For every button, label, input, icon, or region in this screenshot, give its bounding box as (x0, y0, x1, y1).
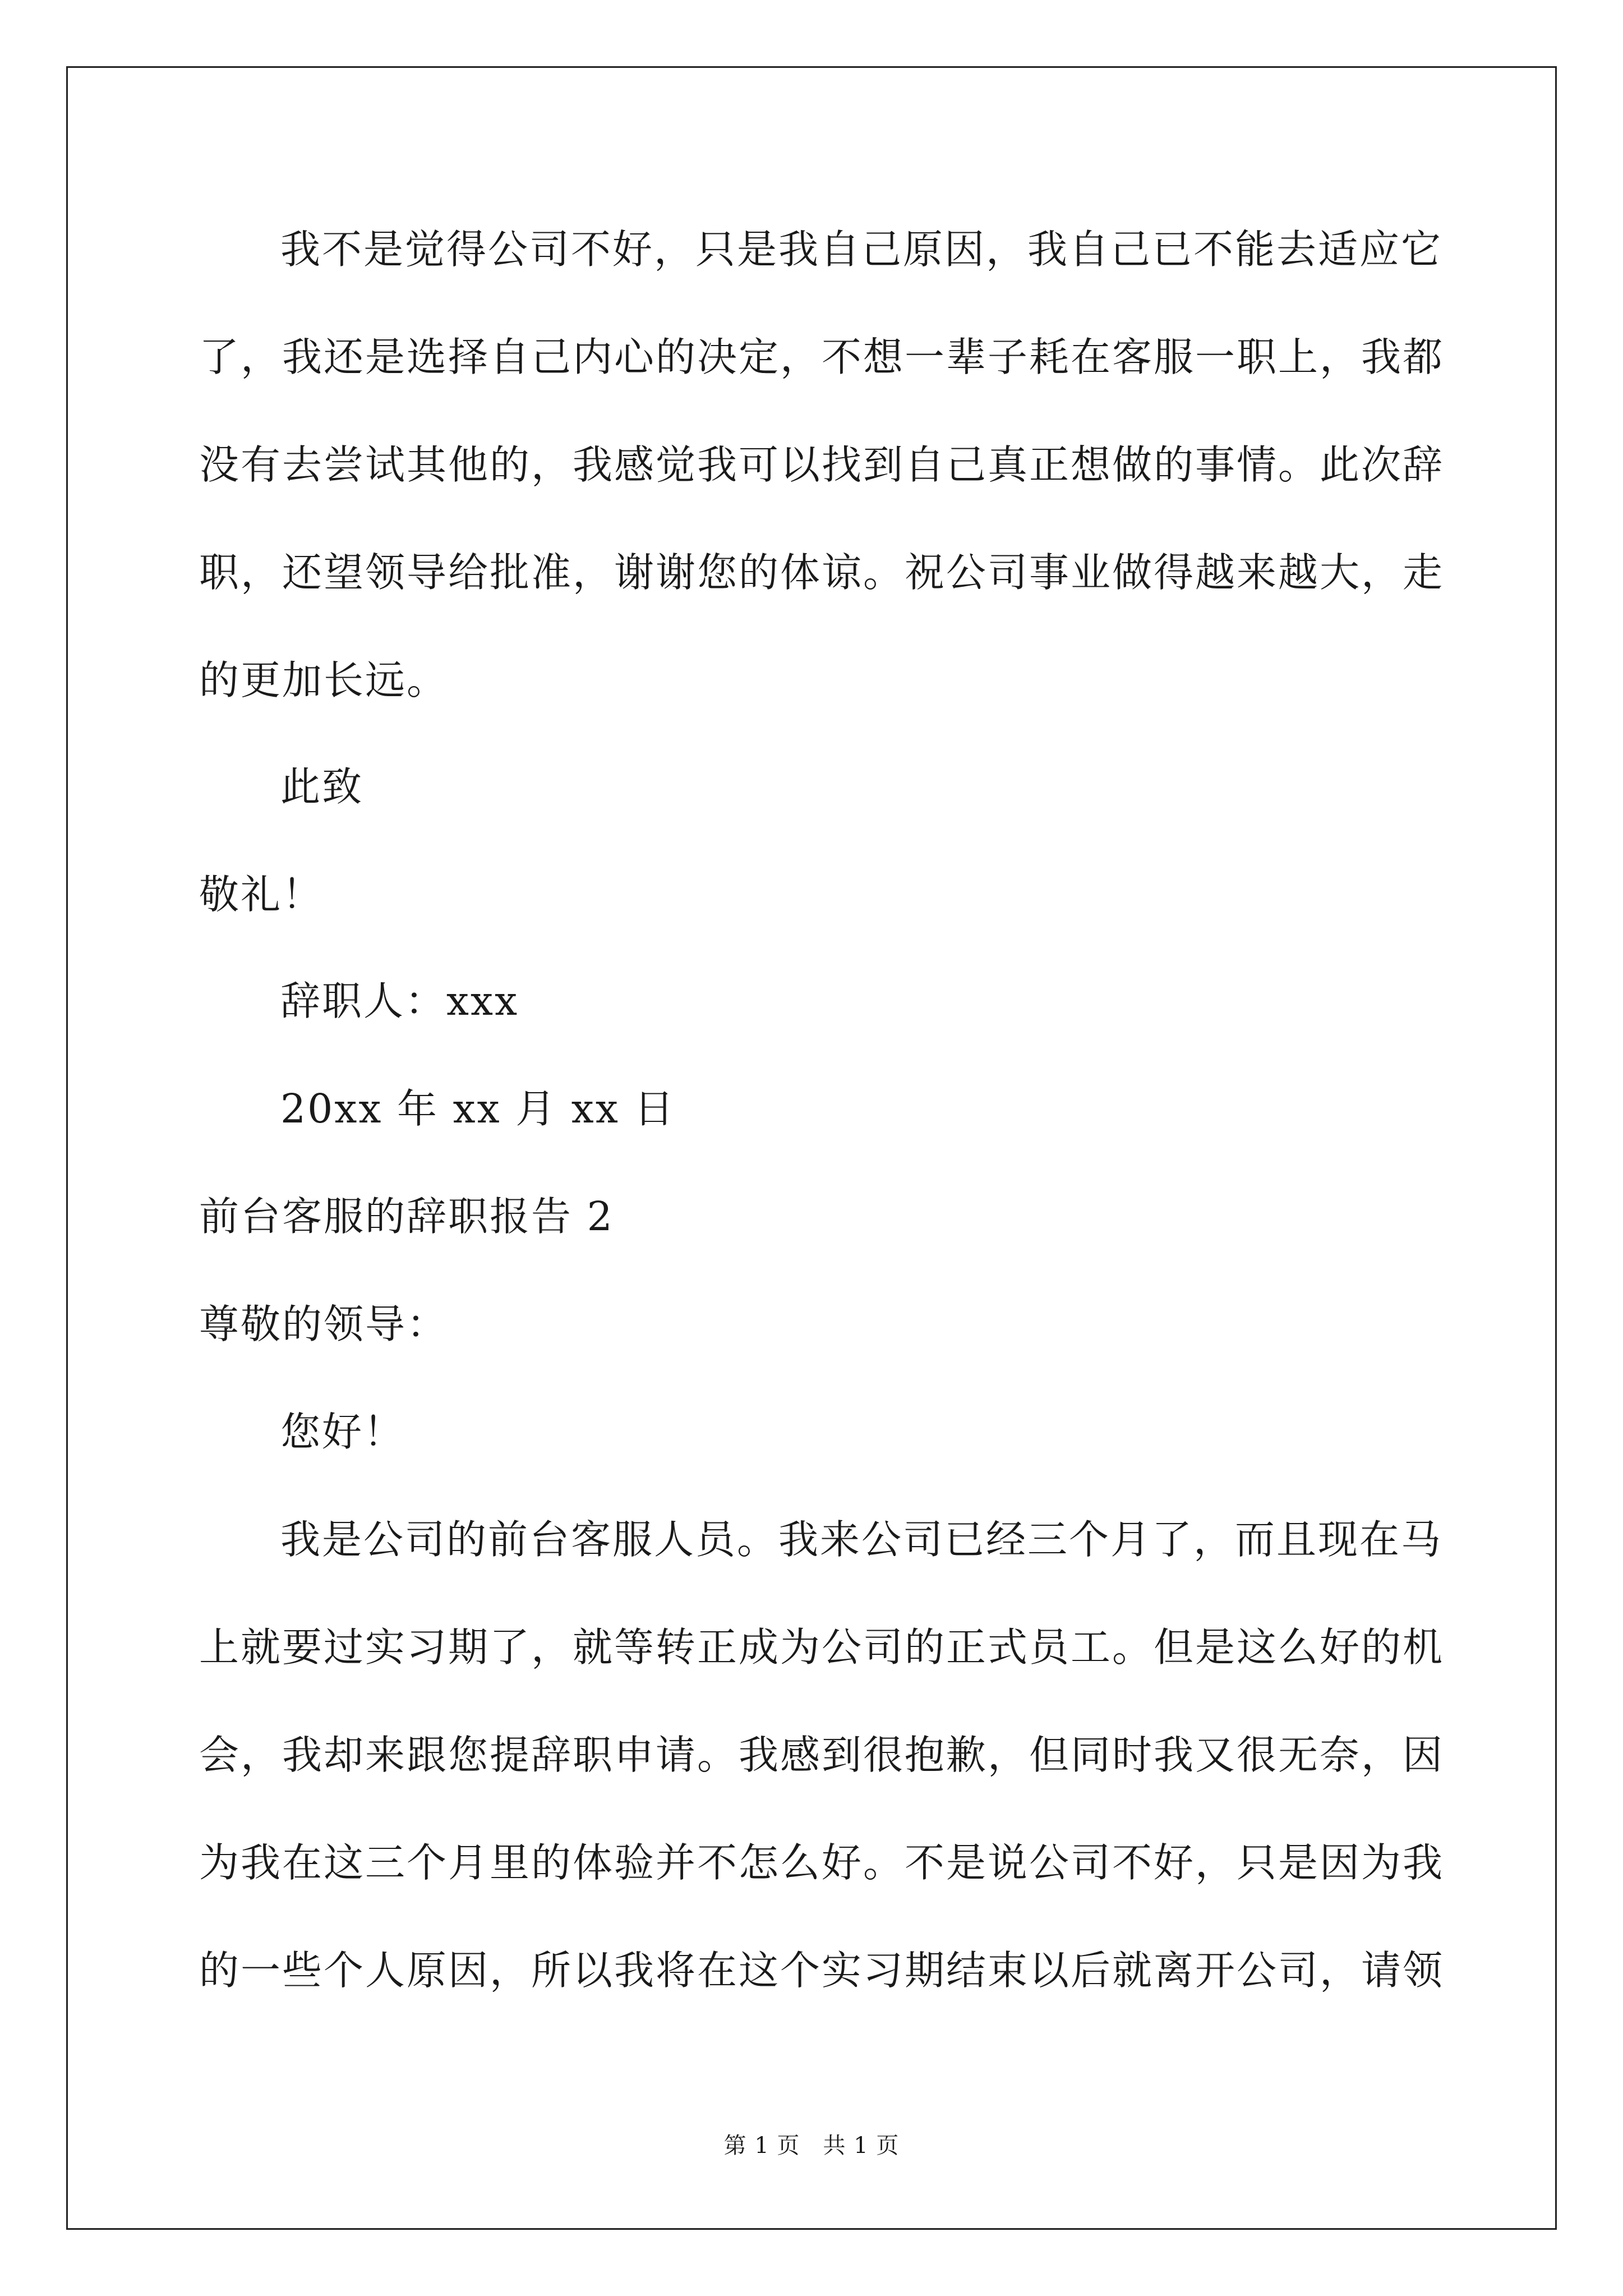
greeting: 您好！ (280, 1409, 405, 1455)
closing-1: 此致 (280, 763, 364, 810)
salutation: 尊敬的领导： (199, 1301, 449, 1347)
paragraph-2-line-4: 为我在这三个月里的体验并不怎么好。不是说公司不好，只是因为我 (199, 1839, 1445, 1886)
paragraph-2-line-1: 我是公司的前台客服人员。我来公司已经三个月了，而且现在马 (280, 1516, 1443, 1563)
page-footer: 第 1 页 共 1 页 (723, 2133, 900, 2159)
paragraph-1-line-2: 了，我还是选择自己内心的决定，不想一辈子耗在客服一职上，我都 (199, 334, 1445, 380)
paragraph-1-line-5: 的更加长远。 (199, 657, 449, 703)
paragraph-1-line-4: 职，还望领导给批准，谢谢您的体谅。祝公司事业做得越来越大，走 (199, 549, 1445, 596)
page-border (66, 66, 1557, 2230)
signer: 辞职人：xxx (280, 978, 519, 1024)
paragraph-2-line-5: 的一些个人原因，所以我将在这个实习期结束以后就离开公司，请领 (199, 1947, 1445, 1994)
closing-2: 敬礼！ (199, 871, 324, 918)
date: 20xx 年 xx 月 xx 日 (280, 1085, 676, 1132)
paragraph-1-line-1: 我不是觉得公司不好，只是我自己原因，我自己已不能去适应它 (280, 226, 1443, 273)
paragraph-1-line-3: 没有去尝试其他的，我感觉我可以找到自己真正想做的事情。此次辞 (199, 441, 1445, 488)
section-title: 前台客服的辞职报告 2 (199, 1193, 614, 1240)
paragraph-2-line-2: 上就要过实习期了，就等转正成为公司的正式员工。但是这么好的机 (199, 1624, 1445, 1671)
paragraph-2-line-3: 会，我却来跟您提辞职申请。我感到很抱歉，但同时我又很无奈，因 (199, 1732, 1445, 1778)
